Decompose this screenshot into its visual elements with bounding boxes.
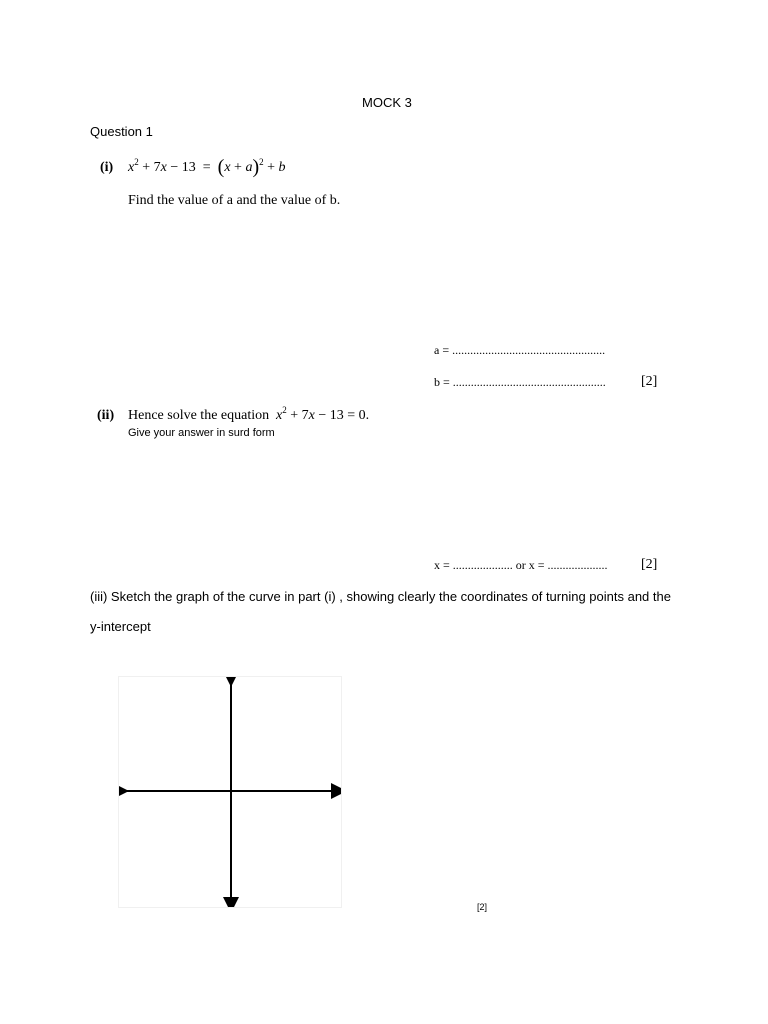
sketch-axes [119, 677, 341, 907]
part-i-instruction: Find the value of a and the value of b. [128, 193, 341, 208]
part-ii-subtext: Give your answer in surd form [128, 427, 275, 439]
answer-line-b: b = ................................................... [434, 375, 606, 389]
marks-part-iii: [2] [477, 902, 488, 912]
part-i-equation: $x^2 + 7x - 13 = (x + a)^2 + b$ [128, 156, 286, 178]
answer-line-x: x = .................... or x = .................... [434, 558, 608, 572]
part-ii-text: Hence solve the equation [128, 408, 270, 423]
question-label: Question 1 [90, 124, 153, 139]
sketch-area [118, 676, 342, 908]
marks-part-i: [2] [641, 374, 658, 389]
part-i-number: (i) [100, 160, 114, 175]
part-iii-text-line2: y-intercept [90, 619, 151, 634]
marks-part-ii: [2] [641, 557, 658, 572]
answer-line-a: a = ................................................... [434, 343, 606, 357]
part-iii-text-line1: (iii) Sketch the graph of the curve in part (i) , showing clearly the coordinates of turning points and the [90, 589, 671, 604]
part-ii-equation: $x^2 + 7x - 13 = 0$. [276, 405, 370, 423]
page-title: MOCK 3 [362, 95, 412, 110]
part-ii-number: (ii) [97, 408, 115, 423]
